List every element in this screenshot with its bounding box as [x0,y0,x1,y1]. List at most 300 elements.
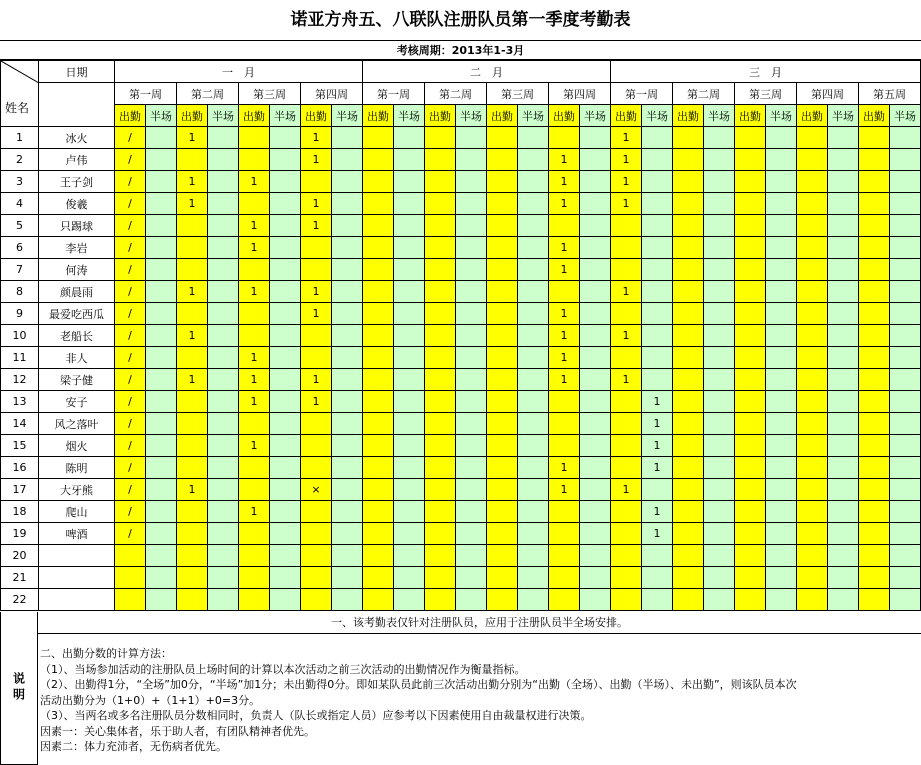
attendance-cell [456,457,487,479]
attendance-cell: 1 [177,127,208,149]
attendance-cell [704,567,735,589]
attendance-cell [704,215,735,237]
attend-subheader: 出勤 [673,105,704,127]
attendance-cell [797,413,828,435]
attendance-cell [425,567,456,589]
attendance-cell [828,523,859,545]
attendance-cell [115,567,146,589]
attendance-cell [270,347,301,369]
attendance-cell [704,127,735,149]
attendance-cell [859,391,890,413]
attendance-cell [890,589,921,611]
attendance-cell [797,237,828,259]
attendance-cell [301,259,332,281]
attendance-cell [797,545,828,567]
attendance-cell [208,501,239,523]
attendance-cell [890,325,921,347]
attendance-cell [363,501,394,523]
attend-subheader: 出勤 [363,105,394,127]
diagonal-line [1,61,39,127]
attendance-cell [673,457,704,479]
attendance-cell [673,479,704,501]
attendance-cell [270,413,301,435]
attendance-cell: 1 [549,479,580,501]
attendance-cell [673,369,704,391]
attendance-cell [766,193,797,215]
attendance-cell [859,193,890,215]
attendance-cell [177,413,208,435]
attendance-cell [363,545,394,567]
attendance-cell [673,523,704,545]
attendance-cell [549,413,580,435]
attendance-cell [611,237,642,259]
attendance-cell [301,347,332,369]
attendance-cell [890,501,921,523]
attendance-cell [704,479,735,501]
attendance-cell [828,347,859,369]
month-header: 二 月 [363,61,611,83]
attend-subheader: 出勤 [301,105,332,127]
attendance-cell [332,479,363,501]
member-name: 王子剑 [39,171,115,193]
attendance-cell [828,457,859,479]
attendance-cell [828,193,859,215]
attend-subheader: 出勤 [859,105,890,127]
attendance-cell: 1 [301,193,332,215]
attendance-cell [394,237,425,259]
attendance-cell [828,215,859,237]
attendance-cell [239,149,270,171]
attendance-cell [890,303,921,325]
attendance-cell [363,281,394,303]
attendance-cell [580,457,611,479]
attendance-cell: / [115,127,146,149]
attendance-cell [394,215,425,237]
row-number: 20 [1,545,39,567]
member-name: 颜晨雨 [39,281,115,303]
attendance-cell [735,347,766,369]
attendance-cell [704,259,735,281]
attendance-cell: 1 [611,149,642,171]
row-number: 8 [1,281,39,303]
attendance-cell [828,149,859,171]
attendance-cell [487,259,518,281]
attendance-cell [735,325,766,347]
attendance-cell [363,149,394,171]
attendance-cell [642,259,673,281]
attendance-cell [673,347,704,369]
attendance-cell [797,589,828,611]
attendance-cell [456,325,487,347]
attendance-cell [611,215,642,237]
attendance-cell [239,567,270,589]
attendance-cell [425,149,456,171]
member-name: 卢伟 [39,149,115,171]
attendance-cell: / [115,391,146,413]
attendance-cell [549,127,580,149]
half-subheader: 半场 [332,105,363,127]
attendance-cell [301,237,332,259]
attendance-cell [797,193,828,215]
attendance-cell: / [115,171,146,193]
attendance-cell [518,457,549,479]
attendance-cell: 1 [611,127,642,149]
attendance-cell: 1 [549,171,580,193]
attendance-cell [239,413,270,435]
attendance-cell [673,237,704,259]
attendance-cell [766,435,797,457]
attendance-cell [425,127,456,149]
table-row [1,479,921,501]
attendance-cell [797,523,828,545]
attendance-cell [270,369,301,391]
attendance-cell [735,369,766,391]
attendance-cell: / [115,523,146,545]
attendance-cell [797,303,828,325]
attendance-cell [704,149,735,171]
attendance-cell [332,369,363,391]
attendance-cell: 1 [549,347,580,369]
attendance-cell [518,127,549,149]
attendance-cell [580,149,611,171]
attendance-cell [456,171,487,193]
attendance-cell [549,523,580,545]
month-header: 三 月 [611,61,921,83]
attendance-cell [673,281,704,303]
attendance-cell [332,347,363,369]
attendance-cell [332,501,363,523]
attendance-cell [518,435,549,457]
attendance-cell [518,237,549,259]
attendance-cell [766,259,797,281]
attendance-cell [859,501,890,523]
attendance-cell: 1 [611,281,642,303]
attendance-cell [518,281,549,303]
attendance-cell [425,259,456,281]
attendance-cell [487,435,518,457]
attendance-cell [425,545,456,567]
attendance-cell [828,281,859,303]
attendance-cell [859,281,890,303]
attendance-cell [611,413,642,435]
attendance-cell [301,171,332,193]
attendance-cell [611,259,642,281]
attendance-cell [301,589,332,611]
attendance-cell [518,215,549,237]
attendance-cell [363,237,394,259]
attendance-cell [332,325,363,347]
attendance-cell [611,457,642,479]
attendance-cell [487,567,518,589]
attendance-cell [487,127,518,149]
attendance-cell [704,237,735,259]
attendance-cell [332,523,363,545]
attendance-cell [642,281,673,303]
attendance-cell [642,171,673,193]
attendance-cell [890,215,921,237]
attendance-cell [456,523,487,545]
attendance-cell [425,237,456,259]
attendance-cell [704,435,735,457]
name-header-label: 姓名 [5,101,30,115]
table-row [1,545,921,567]
attendance-cell [518,369,549,391]
attendance-cell [270,457,301,479]
attendance-cell [270,259,301,281]
attendance-cell [518,589,549,611]
attendance-cell [456,435,487,457]
table-row [1,435,921,457]
attend-subheader: 出勤 [239,105,270,127]
attendance-cell [208,127,239,149]
attendance-cell [642,567,673,589]
attendance-cell: 1 [177,325,208,347]
attendance-cell: / [115,435,146,457]
attendance-cell: / [115,457,146,479]
attendance-cell [797,171,828,193]
attendance-cell [642,325,673,347]
attendance-cell: 1 [642,391,673,413]
note-line: （3）、当两名或多名注册队员分数相同时，负责人（队长或指定人员）应参考以下因素使用自由裁量权进行决策。 [40,709,592,722]
attendance-cell [580,435,611,457]
attendance-cell [456,567,487,589]
attendance-cell [208,259,239,281]
attendance-cell [735,501,766,523]
attendance-cell [518,501,549,523]
page-title: 诺亚方舟五、八联队注册队员第一季度考勤表 [290,10,631,30]
attendance-cell [487,193,518,215]
attendance-cell [301,501,332,523]
attendance-cell: 1 [177,281,208,303]
attendance-cell [456,413,487,435]
attendance-cell [642,479,673,501]
attendance-cell [766,391,797,413]
attend-subheader: 出勤 [735,105,766,127]
row-number: 3 [1,171,39,193]
attendance-cell [673,501,704,523]
attendance-cell: 1 [239,281,270,303]
attendance-cell: / [115,281,146,303]
attendance-cell [487,237,518,259]
half-subheader: 半场 [766,105,797,127]
attendance-cell: 1 [301,303,332,325]
attendance-cell [859,215,890,237]
member-name: 非人 [39,347,115,369]
week-header: 第二周 [673,83,735,105]
attendance-cell [363,391,394,413]
attendance-cell [115,589,146,611]
row-number: 11 [1,347,39,369]
week-header: 第三周 [735,83,797,105]
note-body [38,646,918,755]
attendance-cell: 1 [549,303,580,325]
attendance-cell [270,523,301,545]
attendance-cell [394,259,425,281]
attendance-cell [797,127,828,149]
attendance-cell [425,391,456,413]
attendance-cell [270,171,301,193]
attendance-cell [580,325,611,347]
attendance-cell [859,589,890,611]
attendance-cell [146,149,177,171]
attendance-cell: 1 [642,413,673,435]
attend-subheader: 出勤 [549,105,580,127]
attendance-cell [363,435,394,457]
attendance-cell [859,413,890,435]
attendance-cell [456,127,487,149]
attendance-cell [766,281,797,303]
attendance-cell [797,259,828,281]
table-row [1,193,921,215]
half-subheader: 半场 [642,105,673,127]
attendance-cell [518,523,549,545]
attendance-cell [704,171,735,193]
attendance-cell [704,501,735,523]
attendance-cell [394,127,425,149]
attendance-cell [890,193,921,215]
attendance-cell: 1 [611,171,642,193]
assessment-period: 考核周期：2013年1-3月 [0,40,921,60]
attendance-cell: / [115,325,146,347]
attendance-cell [301,413,332,435]
attendance-cell [797,391,828,413]
attendance-cell: 1 [549,457,580,479]
attendance-cell: 1 [301,391,332,413]
attendance-cell [797,347,828,369]
attendance-cell [580,171,611,193]
attendance-cell [208,171,239,193]
attendance-cell [487,149,518,171]
attendance-cell [735,391,766,413]
attendance-cell [332,237,363,259]
attendance-cell [177,215,208,237]
attendance-cell [146,413,177,435]
attendance-cell [735,523,766,545]
attendance-cell [859,347,890,369]
half-subheader: 半场 [580,105,611,127]
attendance-cell [363,347,394,369]
attendance-cell [766,325,797,347]
attendance-cell [797,457,828,479]
attendance-cell [332,215,363,237]
attendance-cell [332,171,363,193]
attendance-cell [363,369,394,391]
attendance-cell [890,391,921,413]
attendance-cell [797,435,828,457]
week-header: 第一周 [611,83,673,105]
attendance-cell [270,391,301,413]
attendance-cell [394,391,425,413]
attendance-cell [301,545,332,567]
attendance-cell [828,303,859,325]
week-header: 第四周 [549,83,611,105]
attendance-cell [301,567,332,589]
attendance-cell [208,567,239,589]
attendance-cell [766,237,797,259]
attendance-cell [146,369,177,391]
attendance-cell [642,215,673,237]
attendance-cell [425,171,456,193]
attendance-cell [363,303,394,325]
attendance-cell [704,369,735,391]
attendance-cell [890,171,921,193]
attendance-cell [332,391,363,413]
attendance-cell: 1 [642,501,673,523]
attendance-cell [580,523,611,545]
attendance-cell [363,127,394,149]
attendance-cell [487,479,518,501]
attendance-cell [332,259,363,281]
attendance-cell [704,413,735,435]
attendance-cell [177,149,208,171]
attendance-cell [859,369,890,391]
attendance-cell [797,325,828,347]
attendance-cell [859,127,890,149]
attendance-cell [704,545,735,567]
attendance-cell [766,567,797,589]
table-row [1,325,921,347]
attendance-cell [456,215,487,237]
attendance-cell [208,589,239,611]
attendance-cell [146,479,177,501]
row-number: 18 [1,501,39,523]
attendance-cell [394,171,425,193]
attendance-cell [859,479,890,501]
attendance-cell [270,479,301,501]
attendance-cell [146,259,177,281]
attendance-cell [642,589,673,611]
attendance-cell [580,479,611,501]
attendance-cell [828,501,859,523]
attendance-cell [580,215,611,237]
attendance-cell [673,193,704,215]
attendance-cell [208,215,239,237]
attendance-cell: / [115,347,146,369]
attendance-cell [766,369,797,391]
attendance-cell [580,391,611,413]
attendance-cell [735,171,766,193]
table-row [1,347,921,369]
attendance-cell [580,567,611,589]
attendance-cell [766,149,797,171]
half-subheader: 半场 [146,105,177,127]
row-number: 13 [1,391,39,413]
attendance-cell [270,303,301,325]
attendance-cell [797,281,828,303]
date-header-label: 日期 [39,61,115,83]
note-line: （2）、出勤得1分，“全场”加0分，“半场”加1分；未出勤得0分。即如某队员此前三次活动出勤分别为“出勤（全场）、出勤（半场）、未出勤”，则该队员本次 [40,678,797,691]
attendance-cell: 1 [642,435,673,457]
attendance-cell [859,523,890,545]
attendance-cell [270,589,301,611]
attendance-cell [146,281,177,303]
attendance-cell: 1 [642,457,673,479]
attendance-cell [673,545,704,567]
attendance-cell [766,347,797,369]
attendance-cell [177,347,208,369]
attendance-cell [425,369,456,391]
attendance-cell [146,545,177,567]
attendance-cell [146,237,177,259]
week-header: 第四周 [301,83,363,105]
attendance-cell [456,501,487,523]
attendance-cell [487,303,518,325]
attendance-cell [890,281,921,303]
attendance-cell [549,501,580,523]
table-row [1,303,921,325]
attendance-cell: 1 [301,369,332,391]
attendance-cell [890,149,921,171]
